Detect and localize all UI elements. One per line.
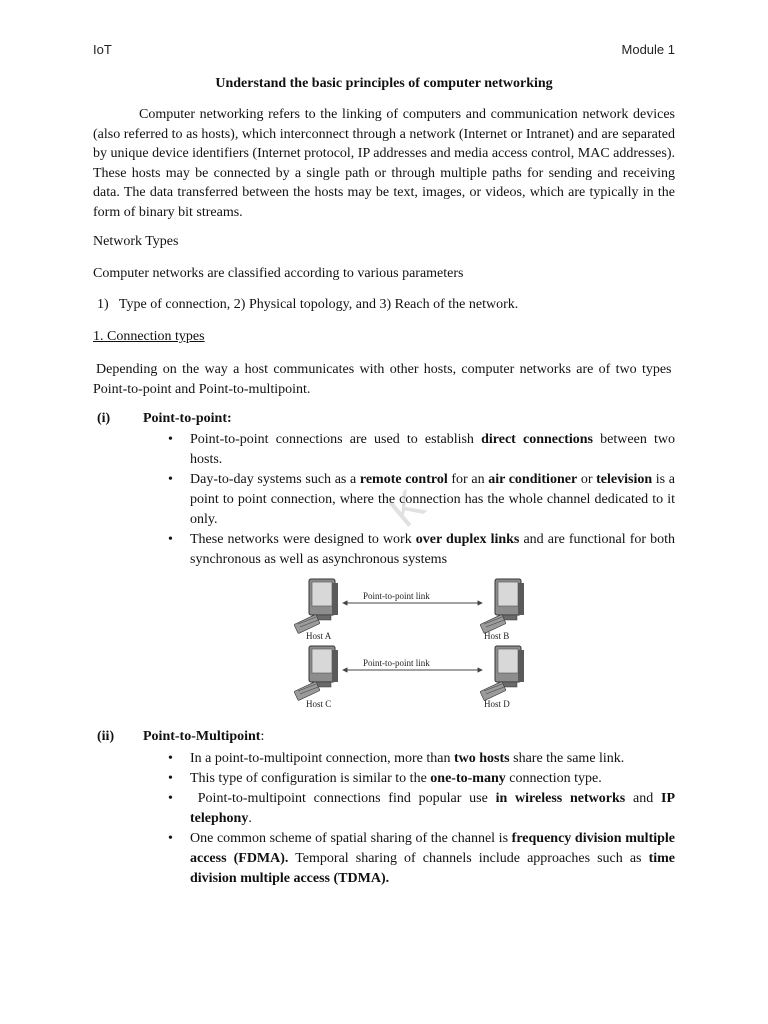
page-title: Understand the basic principles of computer networking	[215, 76, 553, 91]
bullet-icon: •	[168, 472, 173, 487]
connection-types-paragraph: Depending on the way a host communicates with other hosts, computer networks are of two types Point-to-point and Point-to-multipoint.	[93, 362, 675, 397]
link-label-bottom: Point-to-point link	[363, 658, 430, 668]
host-a-label: Host A	[306, 631, 332, 641]
list-item: • Point-to-multipoint connections find popular use in wireless networks and IP telephony.	[168, 791, 675, 826]
link-label-top: Point-to-point link	[363, 591, 430, 601]
list-item: • Point-to-point connections are used to establish direct connections between two hosts.	[168, 432, 675, 467]
network-types-heading: Network Types	[93, 234, 179, 249]
list-item: • One common scheme of spatial sharing of the channel is frequency division multiple access (FDMA). Temporal sharing of channels include approaches such as time division multiple access (TDMA).	[168, 831, 676, 886]
parameters-line: 1) Type of connection, 2) Physical topology, and 3) Reach of the network.	[97, 297, 519, 312]
host-c-label: Host C	[306, 699, 332, 709]
ptm-number: (ii)	[97, 729, 115, 744]
host-d-label: Host D	[484, 699, 510, 709]
intro-paragraph: Computer networking refers to the linking of computers and communication network devices (also referred to as hosts), which interconnect through a network (Internet or Intranet) and are separated by unique device identifiers (Internet protocol, IP addresses and media access control, MAC addresses). These hosts may be connected by a single path or through multiple paths for sending and receiving data. The data transferred between the hosts may be text, images, or videos, which are typically in the form of binary bit streams.	[93, 107, 675, 220]
ptm-bullet-list	[168, 749, 675, 889]
ptm-heading: (ii) Point-to-Multipoint:	[97, 729, 265, 744]
header-left: IoT	[93, 42, 112, 57]
ptm-title: Point-to-Multipoint	[143, 729, 261, 744]
ptp-bullet-list	[168, 430, 675, 570]
list-item: • These networks were designed to work over duplex links and are functional for both synchronous as well as asynchronous systems	[168, 532, 675, 567]
host-c-icon	[294, 646, 338, 701]
bullet-icon: •	[168, 831, 173, 846]
bullet-icon: •	[168, 532, 173, 547]
connection-types-heading: 1. Connection types	[93, 329, 205, 344]
list-item: • In a point-to-multipoint connection, more than two hosts share the same link.	[168, 749, 675, 769]
bullet-icon: •	[168, 771, 173, 786]
list-item: • This type of configuration is similar to the one-to-many connection type.	[168, 769, 675, 789]
bullet-icon: •	[168, 751, 173, 766]
ptp-title: Point-to-point:	[143, 411, 232, 426]
bullet-icon: •	[168, 432, 173, 447]
header-right: Module 1	[621, 42, 675, 57]
host-b-icon	[480, 579, 524, 634]
list-item: • Day-to-day systems such as a remote control for an air conditioner or television is a point to point connection, where the connection has the whole channel dedicated to it only.	[168, 472, 675, 527]
host-a-icon	[294, 579, 338, 634]
host-b-label: Host B	[484, 631, 510, 641]
classified-line: Computer networks are classified according to various parameters	[93, 266, 464, 281]
watermark: K	[380, 480, 435, 537]
ptp-heading	[97, 411, 232, 427]
ptp-number: (i)	[97, 411, 111, 426]
host-d-icon	[480, 646, 524, 701]
point-to-point-diagram	[285, 573, 535, 713]
bullet-icon: •	[168, 791, 173, 806]
